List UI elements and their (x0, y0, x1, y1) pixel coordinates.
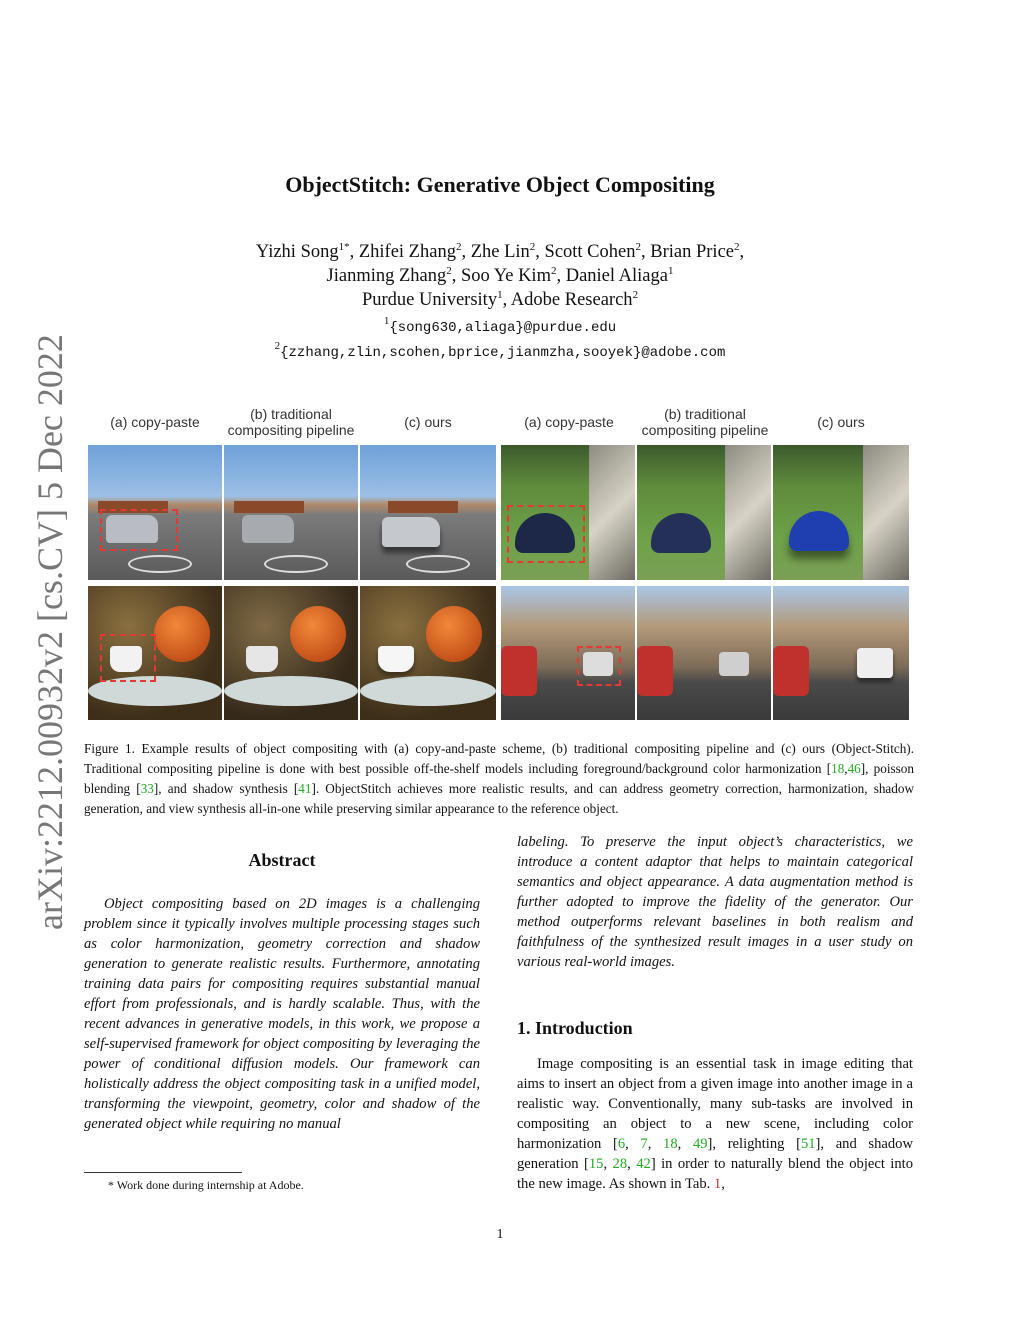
citation-link[interactable]: 18 (831, 761, 845, 776)
citation-link[interactable]: 28 (612, 1156, 628, 1172)
citation-link[interactable]: 49 (692, 1136, 708, 1152)
photo-umbrella-copy-paste (501, 445, 635, 580)
intro-text-5: , (721, 1176, 725, 1192)
photo-street-traditional (637, 586, 771, 720)
label-copy-paste-left: (a) copy-paste (110, 414, 200, 430)
email-2: $^2${zzhang,zlin,scohen,bprice,jianmzha,sooyek}@adobe.com (274, 339, 726, 361)
photo-apple-traditional (224, 586, 358, 720)
email-1: $^1${song630,aliaga}@purdue.edu (383, 314, 617, 336)
citation-link[interactable]: 6 (617, 1136, 626, 1152)
affiliations: Purdue University$^1$, Adobe Research$^2$ (361, 288, 639, 310)
photo-apple-copy-paste (88, 586, 222, 720)
photo-road-traditional (224, 445, 358, 580)
caption-text-2: ], poisson blending [ (84, 761, 914, 796)
intro-text-4: ] in order to naturally blend the object into the new image. As shown in Tab. (517, 1156, 914, 1192)
photo-road-ours (360, 445, 496, 580)
photo-apple-ours (360, 586, 496, 720)
photo-umbrella-traditional (637, 445, 771, 580)
citation-link[interactable]: 42 (636, 1156, 651, 1172)
caption-text-4: ]. ObjectStitch achieves more realistic results, and can address geometry correction, harmonization, shadow generation, and view synthesis all-in-one while preserving similar appearance to the reference object. (84, 781, 914, 816)
table-ref-link[interactable]: 1 (713, 1176, 722, 1192)
page-number: 1 (496, 1227, 504, 1242)
intro-text-1: Image compositing is an essential task in image editing that aims to insert an object from a given image into another image in a realistic way. Conventionally, many sub-tasks are involved in compositing an object to a new scene, including color harmonization [ (517, 1056, 913, 1152)
citation-link[interactable]: 46 (847, 761, 861, 776)
citation-link[interactable]: 51 (800, 1136, 816, 1152)
figure-caption: Figure 1. Example results of object compositing with (a) copy-and-paste scheme, (b) traditional compositing pipeline and (c) ours (Object-Stitch). Traditional compositing pipeline is done with best possible off-the-shelf models including foreground/background color harmonization [18,46], poisson blending [33], and shadow synthesis [41]. ObjectStitch achieves more realistic results, and can address geometry correction, harmonization, shadow generation, and view synthesis all-in-one while preserving similar appearance to the reference object. (84, 741, 914, 816)
label-traditional-right (636, 406, 774, 438)
abstract-text: Object compositing based on 2D images is a challenging problem since it typically involves multiple processing stages such as color harmonization, geometry correction and shadow generation to generate realistic results. Furthermore, annotating training data pairs for compositing requires substantial manual effort from professionals, and is hardly scalable. Thus, with the recent advances in generative models, in this work, we propose a self-supervised framework for object compositing by leveraging the power of conditional diffusion models. Our framework can holistically address the object compositing task in a unified model, transforming the viewpoint, geometry, color and shadow of the generated object while requiring no manual (84, 896, 480, 1132)
intro-text-2: ], relighting [ (707, 1136, 801, 1152)
label-traditional-line1: (b) traditional (250, 406, 332, 422)
abstract-heading: Abstract (248, 850, 316, 870)
citation-link[interactable]: 18 (663, 1136, 678, 1152)
photo-umbrella-ours (773, 445, 909, 580)
label-ours-right: (c) ours (817, 414, 865, 430)
caption-text-1: Figure 1. Example results of object compositing with (a) copy-and-paste scheme, (b) traditional compositing pipeline and (c) ours (Object-Stitch). Traditional compositing pipeline is done with best possible off-the-shelf models including foreground/background color harmonization [ (84, 741, 914, 776)
photo-street-ours (773, 586, 909, 720)
citation-link[interactable]: 41 (298, 781, 312, 796)
paper-title: ObjectStitch: Generative Object Compositing (285, 172, 715, 197)
citation-link[interactable]: 33 (140, 781, 154, 796)
label-traditional-line1: (b) traditional (664, 406, 746, 422)
authors-line-2: Jianming Zhang$^2$, Soo Ye Kim$^2$, Daniel Aliaga$^1$ (326, 264, 674, 286)
caption-text-3: ], and shadow synthesis [ (153, 781, 299, 796)
intro-text-3: ], and shadow generation [ (517, 1136, 914, 1172)
introduction-text: Image compositing is an essential task in image editing that aims to insert an object from a given image into another image in a realistic way. Conventionally, many sub-tasks are involved in compositing an object to a new scene, including color harmonization [6, 7, 18, 49], relighting [51], and shadow generation [15, 28, 42] in order to naturally blend the object into the new image. As shown in Tab. 1, (517, 1056, 914, 1192)
introduction-heading: 1. Introduction (517, 1018, 633, 1038)
arxiv-identifier: arXiv:2212.00932v2 [cs.CV] 5 Dec 2022 (30, 334, 70, 930)
label-traditional-left (222, 406, 360, 438)
photo-street-copy-paste (501, 586, 635, 720)
authors-line-1: Yizhi Song$^{1*}$, Zhifei Zhang$^2$, Zhe Lin$^2$, Scott Cohen$^2$, Brian Price$^2$, (255, 240, 745, 262)
citation-link[interactable]: 15 (588, 1156, 604, 1172)
citation-link[interactable]: 7 (640, 1136, 648, 1152)
abstract-continuation: labeling. To preserve the input object’s characteristics, we introduce a content adaptor that helps to maintain categorical semantics and object appearance. A data augmentation method is further adopted to improve the fidelity of the generator. Our method outperforms relevant baselines in both realism and faithfulness of the synthesized result images in a user study on various real-world images. (517, 834, 913, 970)
label-ours-left: (c) ours (404, 414, 452, 430)
footnote-rule (84, 1172, 242, 1173)
photo-road-copy-paste (88, 445, 222, 580)
label-traditional-line2: compositing pipeline (227, 422, 355, 438)
footnote: * Work done during internship at Adobe. (108, 1178, 304, 1192)
label-copy-paste-right: (a) copy-paste (524, 414, 614, 430)
label-traditional-line2: compositing pipeline (641, 422, 769, 438)
